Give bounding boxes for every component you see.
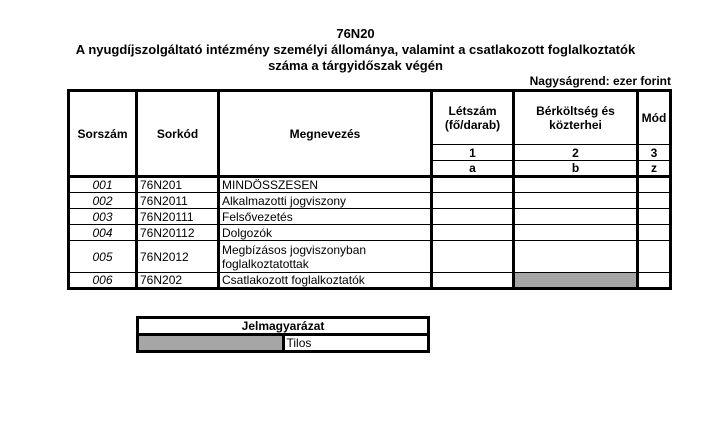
cell-mod[interactable] bbox=[638, 241, 671, 273]
cell-berkoltseg[interactable] bbox=[514, 241, 638, 273]
cell-letszam[interactable] bbox=[432, 193, 514, 209]
cell-mod[interactable] bbox=[638, 225, 671, 241]
row-megnevezes: Dolgozók bbox=[219, 225, 432, 241]
table-code: 76N20 bbox=[336, 26, 375, 41]
header-letter-z: z bbox=[638, 161, 671, 177]
data-table bbox=[67, 89, 672, 290]
row-sorszam: 005 bbox=[69, 241, 137, 273]
cell-mod[interactable] bbox=[638, 273, 671, 289]
legend-gray-swatch bbox=[138, 335, 284, 352]
row-sorszam: 002 bbox=[69, 193, 137, 209]
table-row bbox=[69, 225, 671, 241]
row-sorszam: 004 bbox=[69, 225, 137, 241]
table-title-line2: száma a tárgyidőszak végén bbox=[268, 58, 443, 73]
title-block bbox=[0, 26, 711, 74]
cell-letszam[interactable] bbox=[432, 225, 514, 241]
cell-berkoltseg[interactable] bbox=[514, 209, 638, 225]
header-num-1: 1 bbox=[432, 145, 514, 161]
row-sorszam: 006 bbox=[69, 273, 137, 289]
legend-table bbox=[136, 316, 430, 353]
cell-mod[interactable] bbox=[638, 177, 671, 193]
table-row bbox=[69, 241, 671, 273]
cell-mod[interactable] bbox=[638, 209, 671, 225]
cell-berkoltseg[interactable] bbox=[514, 225, 638, 241]
row-sorkod: 76N2012 bbox=[137, 241, 219, 273]
row-sorkod: 76N201 bbox=[137, 177, 219, 193]
header-letszam: Létszám (fő/darab) bbox=[432, 91, 514, 145]
header-letter-a: a bbox=[432, 161, 514, 177]
header-berkoltseg: Bérköltség és közterhei bbox=[514, 91, 638, 145]
cell-berkoltseg[interactable] bbox=[514, 177, 638, 193]
row-megnevezes: MINDÖSSZESEN bbox=[219, 177, 432, 193]
row-sorkod: 76N20112 bbox=[137, 225, 219, 241]
row-megnevezes: Alkalmazotti jogviszony bbox=[219, 193, 432, 209]
row-sorszam: 003 bbox=[69, 209, 137, 225]
header-letter-b: b bbox=[514, 161, 638, 177]
table-title-line1: A nyugdíjszolgáltató intézmény személyi állománya, valamint a csatlakozott foglalkoztatók bbox=[75, 42, 636, 57]
row-sorkod: 76N20111 bbox=[137, 209, 219, 225]
table-row bbox=[69, 273, 671, 289]
cell-letszam[interactable] bbox=[432, 177, 514, 193]
header-megnevezes: Megnevezés bbox=[219, 91, 432, 177]
row-sorkod: 76N2011 bbox=[137, 193, 219, 209]
cell-letszam[interactable] bbox=[432, 209, 514, 225]
cell-mod[interactable] bbox=[638, 193, 671, 209]
table-row bbox=[69, 177, 671, 193]
header-mod: Mód bbox=[638, 91, 671, 145]
unit-label: Nagyságrend: ezer forint bbox=[529, 74, 671, 88]
row-megnevezes: Csatlakozott foglalkoztatók bbox=[219, 273, 432, 289]
header-num-2: 2 bbox=[514, 145, 638, 161]
cell-berkoltseg[interactable] bbox=[514, 193, 638, 209]
row-megnevezes: Megbízásos jogviszonyban foglalkoztatottak bbox=[219, 241, 432, 273]
legend-title: Jelmagyarázat bbox=[138, 318, 429, 335]
row-sorszam: 001 bbox=[69, 177, 137, 193]
cell-letszam[interactable] bbox=[432, 241, 514, 273]
row-sorkod: 76N202 bbox=[137, 273, 219, 289]
header-sorkod: Sorkód bbox=[137, 91, 219, 177]
table-row bbox=[69, 193, 671, 209]
header-sorszam: Sorszám bbox=[69, 91, 137, 177]
cell-berkoltseg-forbidden bbox=[514, 273, 638, 289]
legend-tilos-label: Tilos bbox=[283, 335, 429, 352]
cell-letszam[interactable] bbox=[432, 273, 514, 289]
row-megnevezes: Felsővezetés bbox=[219, 209, 432, 225]
header-num-3: 3 bbox=[638, 145, 671, 161]
table-row bbox=[69, 209, 671, 225]
